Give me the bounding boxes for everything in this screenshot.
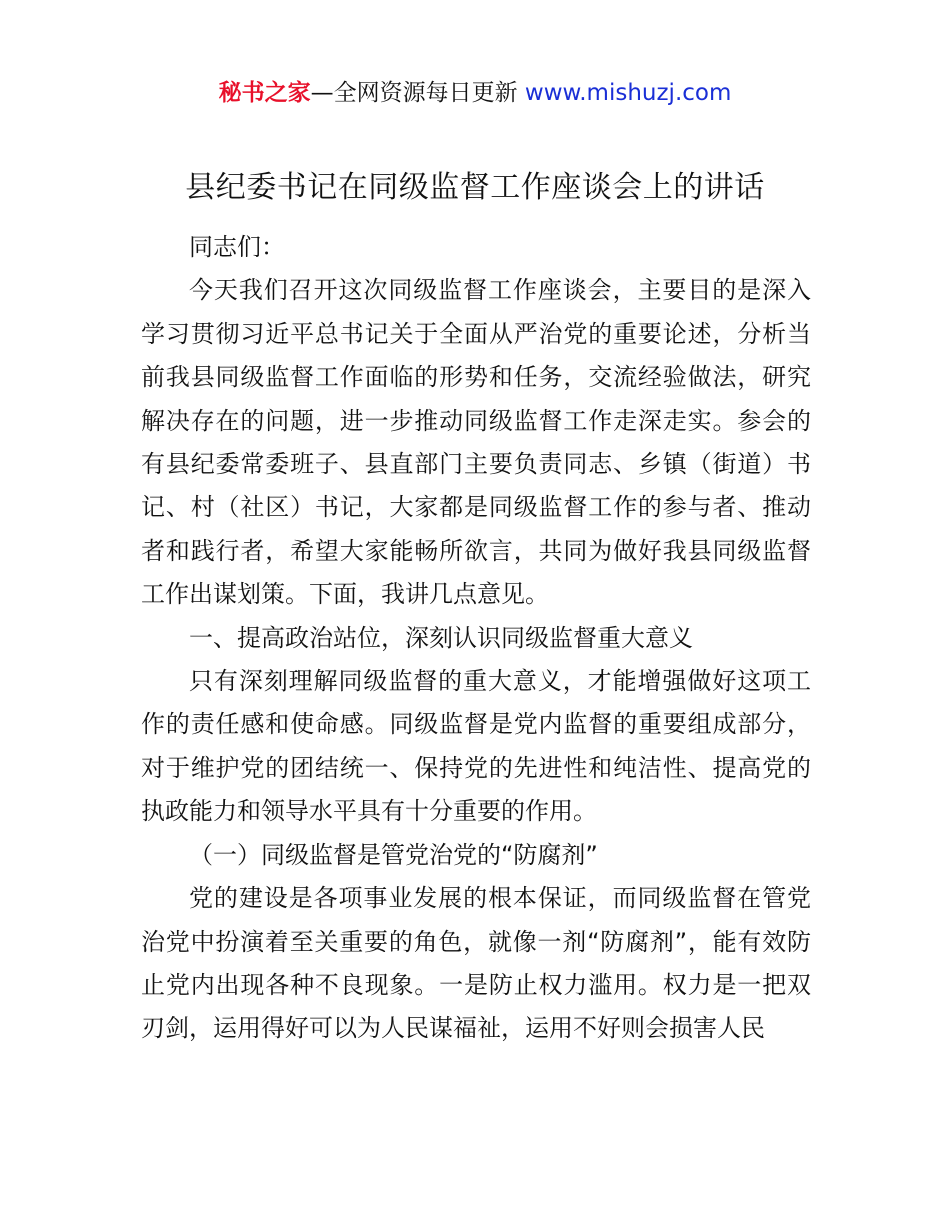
- paragraph-anticorruption: 党的建设是各项事业发展的根本保证，而同级监督在管党治党中扮演着至关重要的角色，就像一剂“防腐剂”，能有效防止党内出现各种不良现象。一是防止权力滥用。权力是一把双刃剑，运用得好可以为人民谋福祉，运用不好则会损害人民: [141, 884, 811, 1043]
- salutation: 同志们：: [189, 233, 285, 261]
- site-url-link[interactable]: www.mishuzj.com: [524, 80, 732, 106]
- document-body: [141, 226, 811, 1051]
- site-header: [0, 78, 950, 108]
- paragraph-significance: 只有深刻理解同级监督的重大意义，才能增强做好这项工作的责任感和使命感。同级监督是党内监督的重要组成部分，对于维护党的团结统一、保持党的先进性和纯洁性、提高党的执政能力和领导水平具有十分重要的作用。: [141, 667, 811, 826]
- header-slogan: —全网资源每日更新: [310, 80, 525, 106]
- subsection-heading: （一）同级监督是管党治党的“防腐剂”: [189, 840, 598, 869]
- paragraph-intro: 今天我们召开这次同级监督工作座谈会，主要目的是深入学习贯彻习近平总书记关于全面从严治党的重要论述，分析当前我县同级监督工作面临的形势和任务，交流经验做法，研究解决存在的问题，进一步推动同级监督工作走深走实。参会的有县纪委常委班子、县直部门主要负责同志、乡镇（街道）书记、村（社区）书记，大家都是同级监督工作的参与者、推动者和践行者，希望大家能畅所欲言，共同为做好我县同级监督工作出谋划策。下面，我讲几点意见。: [141, 276, 811, 609]
- section-heading: 一、提高政治站位，深刻认识同级监督重大意义: [189, 623, 693, 652]
- brand-name: 秘书之家: [218, 80, 311, 106]
- document-title: 县纪委书记在同级监督工作座谈会上的讲话: [185, 170, 765, 205]
